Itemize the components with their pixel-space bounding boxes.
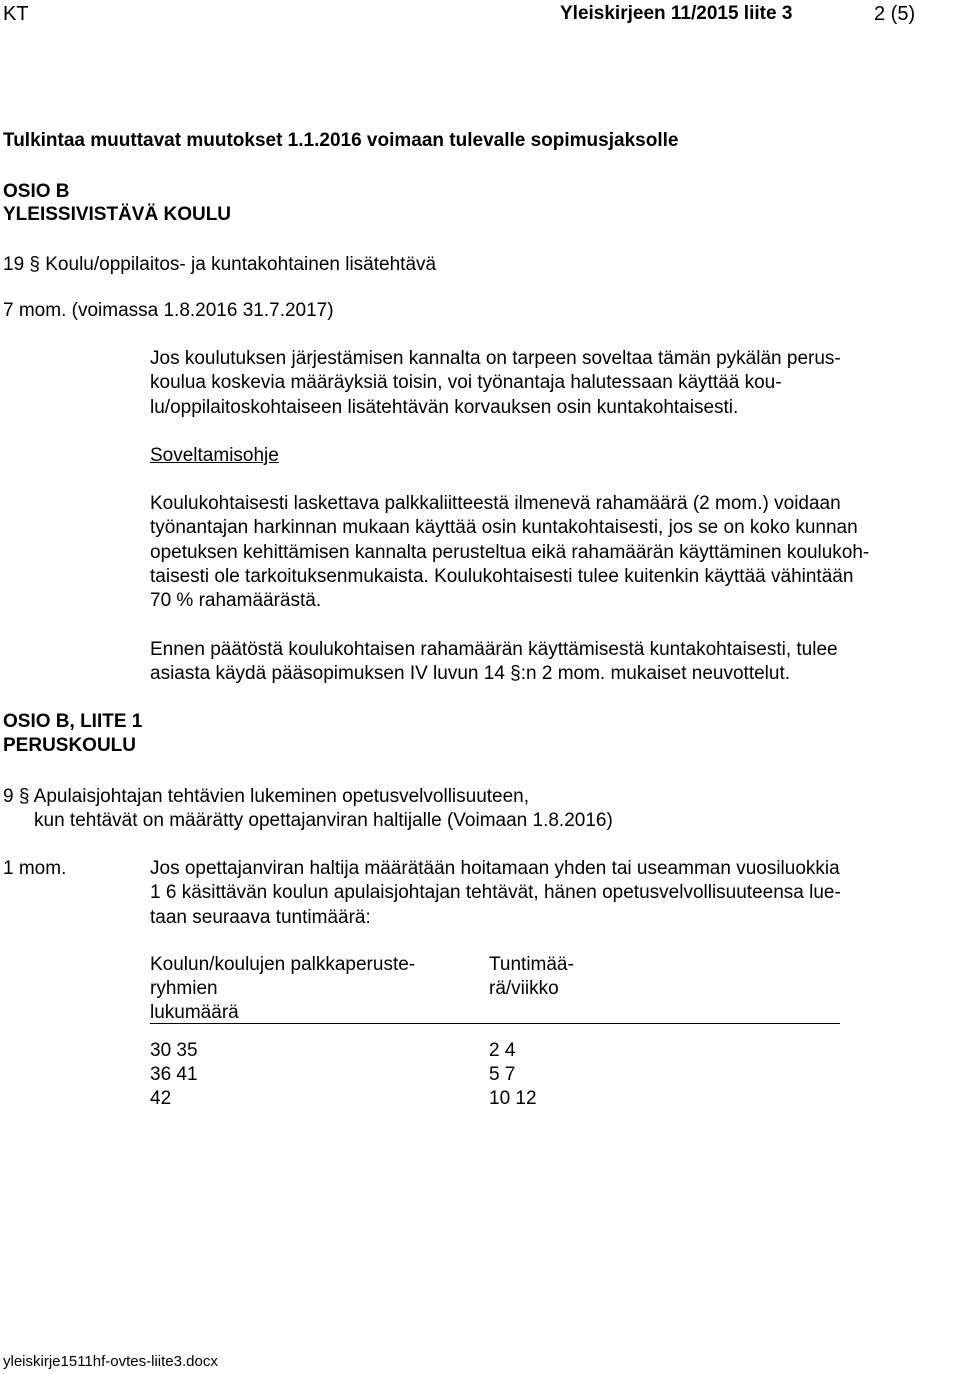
moment-label: 1 mom. xyxy=(3,858,67,879)
document-title: Tulkintaa muuttavat muutokset 1.1.2016 voimaan tulevalle sopimusjaksolle xyxy=(3,130,679,151)
table-header-group: ryhmien xyxy=(150,978,218,999)
text-line: 1 6 käsittävän koulun apulaisjohtajan tehtävät, hänen opetusvelvollisuuteensa lue- xyxy=(150,882,841,904)
table-cell-hours: 5 7 xyxy=(489,1064,516,1085)
paragraph-heading: 19 § Koulu/oppilaitos- ja kuntakohtainen lisätehtävä xyxy=(3,254,437,275)
header-page-number: 2 (5) xyxy=(874,3,916,25)
table-header-rule xyxy=(150,1023,840,1024)
paragraph-9-heading: 9 § Apulaisjohtajan tehtävien lukeminen opetusvelvollisuuteen, xyxy=(3,786,530,807)
text-line: opetuksen kehittämisen kannalta perusteltua eikä rahamäärän käyttäminen koulukoh- xyxy=(150,541,870,563)
text-line: lu/oppilaitoskohtaiseen lisätehtävän korvauksen osin kuntakohtaisesti. xyxy=(150,396,739,418)
table-cell-group: 30 35 xyxy=(150,1040,198,1061)
table-header-group: lukumäärä xyxy=(150,1002,239,1023)
table-cell-group: 36 41 xyxy=(150,1064,198,1085)
table-header-group: Koulun/koulujen palkkaperuste- xyxy=(150,954,416,975)
text-line: 70 % rahamäärästä. xyxy=(150,590,322,612)
text-line: koulua koskevia määräyksiä toisin, voi työnantaja halutessaan käyttää kou- xyxy=(150,372,782,394)
paragraph-3 xyxy=(150,638,957,687)
moment-heading: 7 mom. (voimassa 1.8.2016 31.7.2017) xyxy=(3,300,334,321)
section-heading: OSIO B xyxy=(3,181,70,202)
header-title: Yleiskirjeen 11/2015 liite 3 xyxy=(560,3,793,24)
text-line: työnantajan harkinnan mukaan käyttää osin kuntakohtaisesti, jos se on koko kunnan xyxy=(150,517,858,539)
footer-filename: yleiskirje1511hf-ovtes-liite3.docx xyxy=(3,1353,218,1370)
text-line: Ennen päätöstä koulukohtaisen rahamäärän käyttämisestä kuntakohtaisesti, tulee xyxy=(150,639,838,660)
text-line: taisesti ole tarkoituksenmukaista. Koulukohtaisesti tulee kuitenkin käyttää vähintään xyxy=(150,565,854,587)
section-subheading: YLEISSIVISTÄVÄ KOULU xyxy=(3,204,232,225)
header-left: KT xyxy=(3,3,29,25)
paragraph-4 xyxy=(150,857,957,930)
table-header-hours: Tuntimää- xyxy=(489,954,574,975)
paragraph-2 xyxy=(150,492,957,613)
text-line: taan seuraava tuntimäärä: xyxy=(150,906,371,928)
text-line: Koulukohtaisesti laskettava palkkaliitteestä ilmenevä rahamäärä (2 mom.) voidaan xyxy=(150,493,841,514)
text-line: asiasta käydä pääsopimuksen IV luvun 14 §:n 2 mom. mukaiset neuvottelut. xyxy=(150,663,791,685)
text-line: Jos koulutuksen järjestämisen kannalta on tarpeen soveltaa tämän pykälän perus- xyxy=(150,348,841,369)
paragraph-9-heading-continued: kun tehtävät on määrätty opettajanviran haltijalle (Voimaan 1.8.2016) xyxy=(34,810,613,831)
table-cell-hours: 2 4 xyxy=(489,1040,516,1061)
appendix-heading: OSIO B, LIITE 1 xyxy=(3,711,143,732)
appendix-subheading: PERUSKOULU xyxy=(3,735,137,756)
guideline-heading: Soveltamisohje xyxy=(150,445,279,466)
table-cell-hours: 10 12 xyxy=(489,1088,537,1109)
table-header-hours: rä/viikko xyxy=(489,978,559,999)
text-line: Jos opettajanviran haltija määrätään hoitamaan yhden tai useamman vuosiluokkia xyxy=(150,858,840,879)
paragraph-1 xyxy=(150,347,957,420)
table-cell-group: 42 xyxy=(150,1088,172,1109)
